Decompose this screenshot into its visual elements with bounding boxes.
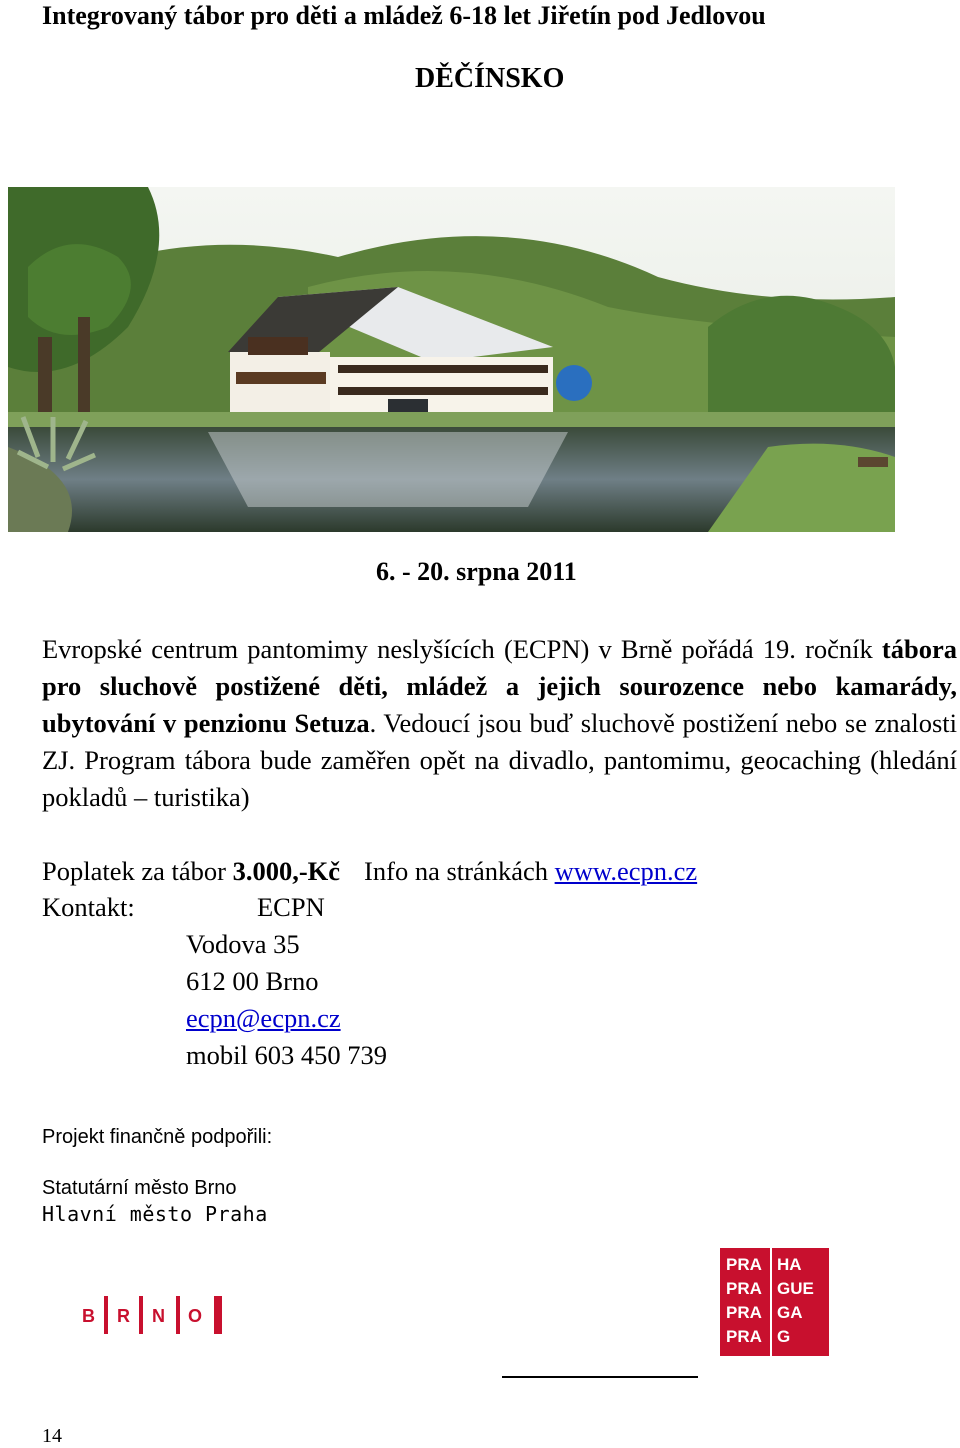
sponsor-brno: Statutární město Brno [42, 1177, 237, 1199]
contact-street: Vodova 35 [186, 929, 300, 959]
sponsors-heading: Projekt finančně podpořili: [42, 1126, 273, 1148]
camp-photo [8, 187, 895, 532]
praha-row2-left: PRA [726, 1279, 762, 1298]
camp-description [42, 631, 957, 816]
praha-logo [720, 1248, 829, 1356]
contact-phone: mobil 603 450 739 [186, 1040, 387, 1070]
page-number: 14 [42, 1425, 62, 1447]
fee-line [42, 853, 697, 890]
contact-label: Kontakt: [42, 892, 135, 922]
signature-line [502, 1376, 698, 1378]
brno-logo-icon [80, 1292, 225, 1338]
contact-name: ECPN [257, 892, 325, 922]
praha-row4-left: PRA [726, 1327, 762, 1346]
region-heading: DĚČÍNSKO [415, 63, 565, 94]
info-label: Info na stránkách [364, 856, 555, 886]
praha-logo-icon [720, 1248, 829, 1356]
sponsor-praha: Hlavní město Praha [42, 1202, 268, 1226]
description-details: . Vedoucí jsou buď sluchově postižení nebo se znalosti ZJ. Program tábora bude zaměřen opět na divadlo, pantomimu, geocaching (hledání pokladů – turistika) [42, 708, 957, 812]
praha-row1-right: HA [777, 1255, 802, 1274]
website-link[interactable]: www.ecpn.cz [554, 856, 698, 886]
description-highlight: tábora pro sluchově postižené děti, mládež a jejich sourozence nebo kamarády, ubytování v penzionu Setuza [42, 634, 957, 738]
camp-photo-lake-house-icon [8, 187, 895, 532]
praha-row3-left: PRA [726, 1303, 762, 1322]
brno-letter-n: N [152, 1306, 165, 1326]
description-intro: Evropské centrum pantomimy neslyšících (ECPN) v Brně pořádá 19. ročník [42, 634, 882, 664]
brno-logo [80, 1292, 225, 1343]
praha-row2-right: GUE [777, 1279, 814, 1298]
praha-row3-right: GA [777, 1303, 803, 1322]
brno-letter-r: R [117, 1306, 130, 1326]
praha-row1-left: PRA [726, 1255, 762, 1274]
camp-dates: 6. - 20. srpna 2011 [376, 557, 577, 586]
contact-email-link[interactable]: ecpn@ecpn.cz [186, 1003, 341, 1033]
fee-amount: 3.000,-Kč [232, 856, 341, 886]
praha-row4-right: G [777, 1327, 791, 1346]
brno-letter-o: O [188, 1306, 203, 1326]
contact-city: 612 00 Brno [186, 966, 319, 996]
document-title: Integrovaný tábor pro děti a mládež 6-18 let Jiřetín pod Jedlovou [42, 1, 766, 30]
brno-letter-b: B [82, 1306, 95, 1326]
fee-label: Poplatek za tábor [42, 856, 233, 886]
